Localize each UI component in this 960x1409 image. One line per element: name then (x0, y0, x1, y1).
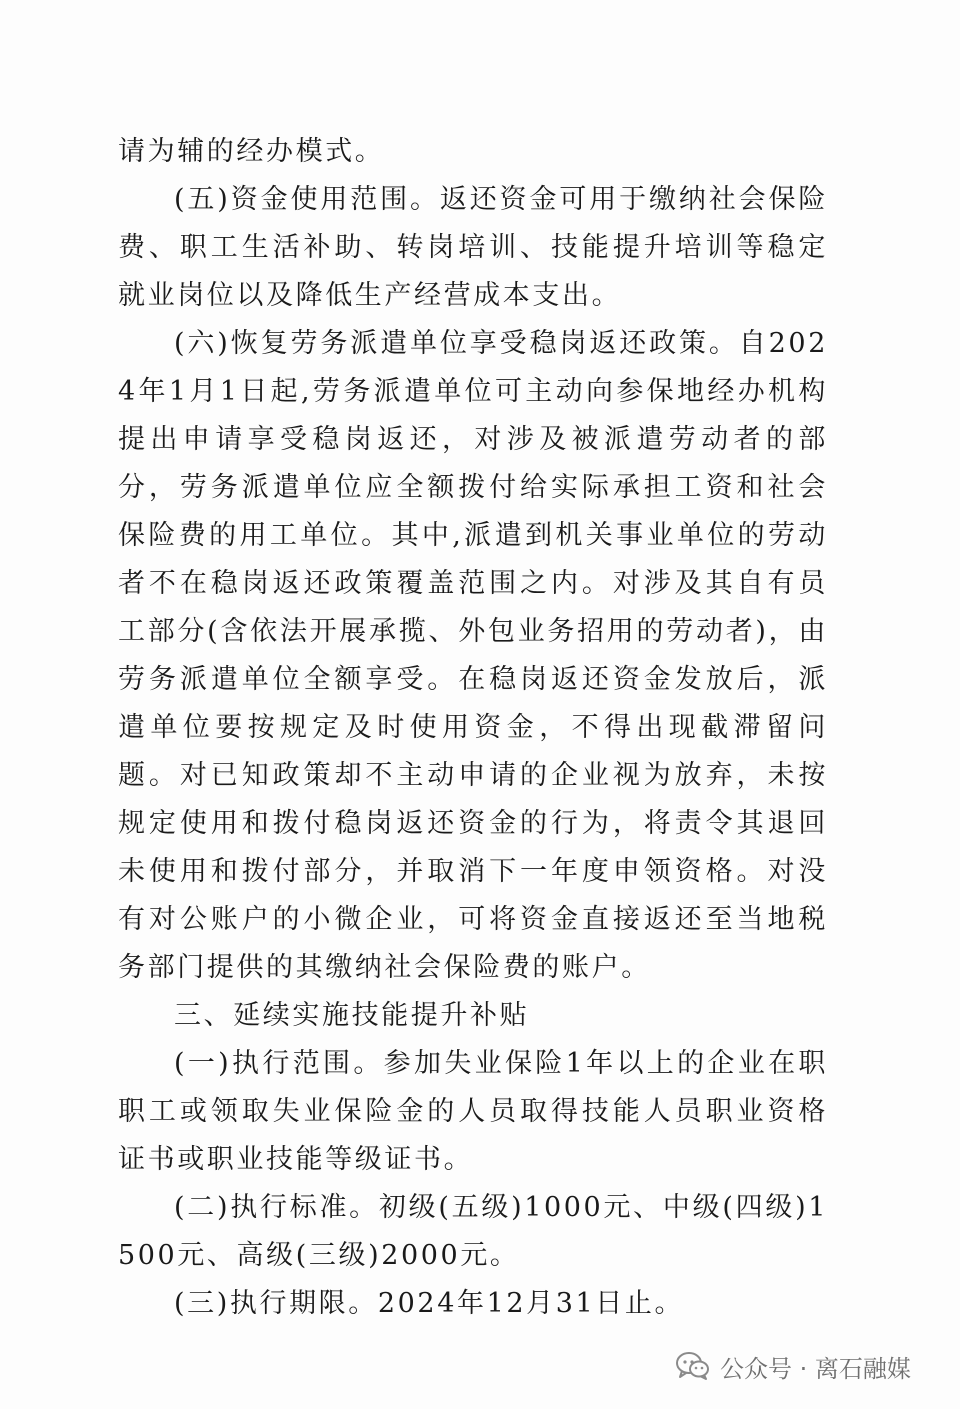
paragraph-execution-standard: (二)执行标准。初级(五级)1000元、中级(四级)1500元、高级(三级)2000元。 (118, 1192, 828, 1271)
paragraph-execution-scope: (一)执行范围。参加失业保险1年以上的企业在职职工或领取失业保险金的人员取得技能人员职业资格证书或职业技能等级证书。 (118, 1048, 828, 1175)
paragraph-execution-deadline: (三)执行期限。2024年12月31日止。 (174, 1288, 685, 1319)
paragraph-continuation: 请为辅的经办模式。 (118, 136, 385, 167)
watermark-label: 公众号 · 离石融媒 (720, 1354, 911, 1383)
section-heading-skill-subsidy: 三、延续实施技能提升补贴 (174, 1000, 530, 1031)
document-body (118, 128, 828, 1328)
wechat-icon (676, 1351, 710, 1381)
paragraph-labor-dispatch-policy: (六)恢复劳务派遣单位享受稳岗返还政策。自2024年1月1日起,劳务派遣单位可主动向参保地经办机构提出申请享受稳岗返还，对涉及被派遣劳动者的部分，劳务派遣单位应全额拨付给实际承担工资和社会保险费的用工单位。其中,派遣到机关事业单位的劳动者不在稳岗返还政策覆盖范围之内。对涉及其自有员工部分(含依法开展承揽、外包业务招用的劳动者)，由劳务派遣单位全额享受。在稳岗返还资金发放后，派遣单位要按规定及时使用资金，不得出现截滞留问题。对已知政策却不主动申请的企业视为放弃，未按规定使用和拨付稳岗返还资金的行为，将责令其退回未使用和拨付部分，并取消下一年度申领资格。对没有对公账户的小微企业，可将资金直接返还至当地税务部门提供的其缴纳社会保险费的账户。 (118, 328, 828, 983)
wechat-watermark (676, 1344, 911, 1388)
paragraph-fund-usage-scope: (五)资金使用范围。返还资金可用于缴纳社会保险费、职工生活补助、转岗培训、技能提升培训等稳定就业岗位以及降低生产经营成本支出。 (118, 184, 828, 311)
